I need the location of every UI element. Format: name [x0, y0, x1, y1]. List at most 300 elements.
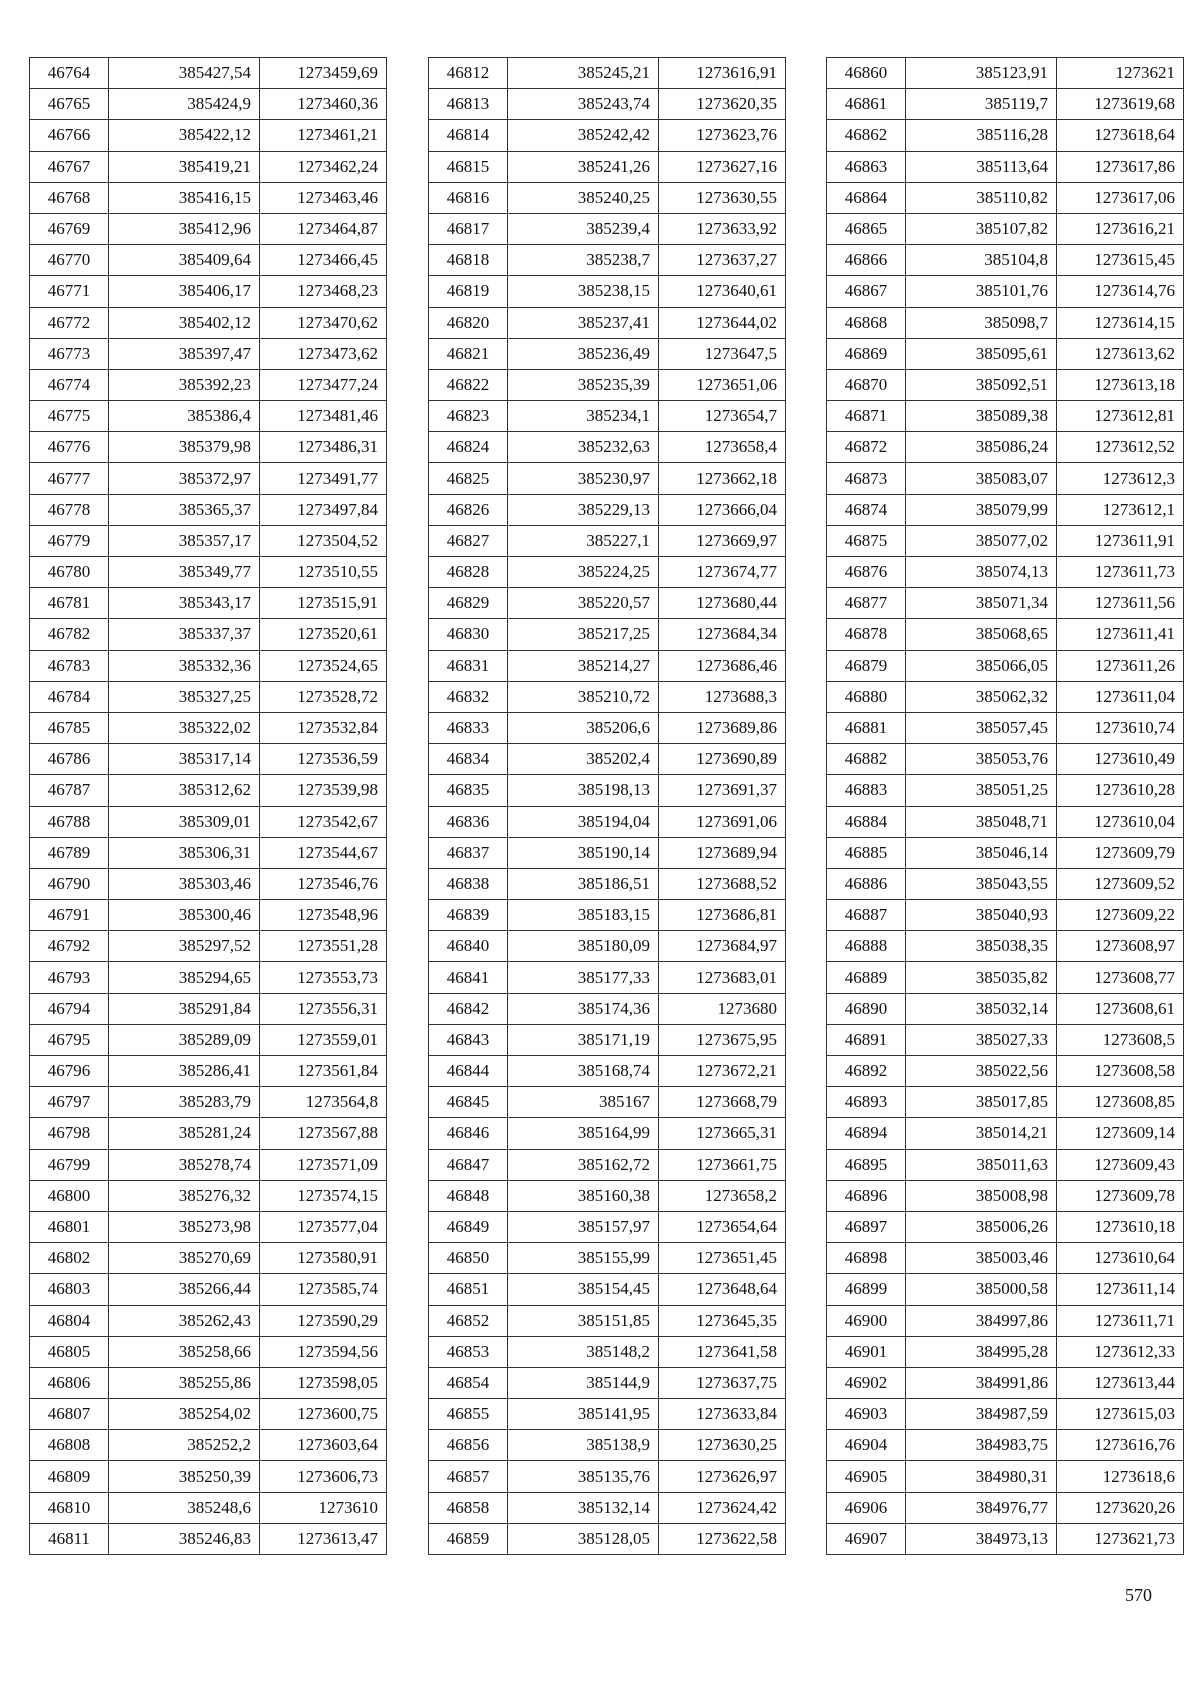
- table-row: [827, 1243, 1184, 1274]
- point-id-cell: 46799: [30, 1149, 109, 1180]
- table-row: [30, 276, 387, 307]
- table-row: [827, 1430, 1184, 1461]
- point-id-cell: 46841: [429, 962, 508, 993]
- point-id-cell: 46864: [827, 182, 906, 213]
- point-id-cell: 46807: [30, 1399, 109, 1430]
- y-coordinate-cell: 1273610,04: [1057, 806, 1184, 837]
- x-coordinate-cell: 385186,51: [508, 868, 659, 899]
- y-coordinate-cell: 1273524,65: [260, 650, 387, 681]
- y-coordinate-cell: 1273532,84: [260, 712, 387, 743]
- point-id-cell: 46782: [30, 619, 109, 650]
- y-coordinate-cell: 1273658,4: [659, 432, 786, 463]
- point-id-cell: 46818: [429, 245, 508, 276]
- y-coordinate-cell: 1273621,73: [1057, 1523, 1184, 1554]
- x-coordinate-cell: 385011,63: [906, 1149, 1057, 1180]
- x-coordinate-cell: 385035,82: [906, 962, 1057, 993]
- x-coordinate-cell: 385113,64: [906, 151, 1057, 182]
- x-coordinate-cell: 385057,45: [906, 712, 1057, 743]
- table-row: [429, 1367, 786, 1398]
- point-id-cell: 46801: [30, 1211, 109, 1242]
- x-coordinate-cell: 385135,76: [508, 1461, 659, 1492]
- table-row: [30, 681, 387, 712]
- point-id-cell: 46871: [827, 401, 906, 432]
- y-coordinate-cell: 1273612,81: [1057, 401, 1184, 432]
- x-coordinate-cell: 385343,17: [109, 588, 260, 619]
- table-row: [429, 1118, 786, 1149]
- table-row: [827, 1305, 1184, 1336]
- y-coordinate-cell: 1273459,69: [260, 58, 387, 89]
- table-row: [30, 712, 387, 743]
- x-coordinate-cell: 385236,49: [508, 338, 659, 369]
- y-coordinate-cell: 1273477,24: [260, 369, 387, 400]
- point-id-cell: 46789: [30, 837, 109, 868]
- y-coordinate-cell: 1273610,74: [1057, 712, 1184, 743]
- point-id-cell: 46830: [429, 619, 508, 650]
- x-coordinate-cell: 385098,7: [906, 307, 1057, 338]
- y-coordinate-cell: 1273608,85: [1057, 1087, 1184, 1118]
- x-coordinate-cell: 384987,59: [906, 1399, 1057, 1430]
- y-coordinate-cell: 1273666,04: [659, 494, 786, 525]
- x-coordinate-cell: 385283,79: [109, 1087, 260, 1118]
- table-row: [429, 338, 786, 369]
- point-id-cell: 46890: [827, 993, 906, 1024]
- table-row: [827, 993, 1184, 1024]
- x-coordinate-cell: 385245,21: [508, 58, 659, 89]
- y-coordinate-cell: 1273680,44: [659, 588, 786, 619]
- table-row: [30, 245, 387, 276]
- table-row: [827, 276, 1184, 307]
- x-coordinate-cell: 385138,9: [508, 1430, 659, 1461]
- x-coordinate-cell: 385116,28: [906, 120, 1057, 151]
- x-coordinate-cell: 385183,15: [508, 900, 659, 931]
- x-coordinate-cell: 385132,14: [508, 1492, 659, 1523]
- table-row: [30, 401, 387, 432]
- x-coordinate-cell: 385168,74: [508, 1056, 659, 1087]
- table-row: [827, 401, 1184, 432]
- x-coordinate-cell: 384976,77: [906, 1492, 1057, 1523]
- point-id-cell: 46770: [30, 245, 109, 276]
- x-coordinate-cell: 385141,95: [508, 1399, 659, 1430]
- point-id-cell: 46812: [429, 58, 508, 89]
- y-coordinate-cell: 1273571,09: [260, 1149, 387, 1180]
- x-coordinate-cell: 385276,32: [109, 1180, 260, 1211]
- point-id-cell: 46806: [30, 1367, 109, 1398]
- table-row: [30, 1056, 387, 1087]
- table-row: [827, 868, 1184, 899]
- point-id-cell: 46828: [429, 557, 508, 588]
- point-id-cell: 46816: [429, 182, 508, 213]
- y-coordinate-cell: 1273630,25: [659, 1430, 786, 1461]
- point-id-cell: 46795: [30, 1024, 109, 1055]
- table-row: [429, 1461, 786, 1492]
- table-row: [429, 1243, 786, 1274]
- x-coordinate-cell: 385397,47: [109, 338, 260, 369]
- y-coordinate-cell: 1273515,91: [260, 588, 387, 619]
- table-row: [429, 744, 786, 775]
- y-coordinate-cell: 1273633,84: [659, 1399, 786, 1430]
- table-row: [827, 213, 1184, 244]
- point-id-cell: 46797: [30, 1087, 109, 1118]
- y-coordinate-cell: 1273615,03: [1057, 1399, 1184, 1430]
- x-coordinate-cell: 385424,9: [109, 89, 260, 120]
- y-coordinate-cell: 1273609,79: [1057, 837, 1184, 868]
- y-coordinate-cell: 1273481,46: [260, 401, 387, 432]
- y-coordinate-cell: 1273644,02: [659, 307, 786, 338]
- x-coordinate-cell: 385224,25: [508, 557, 659, 588]
- y-coordinate-cell: 1273473,62: [260, 338, 387, 369]
- x-coordinate-cell: 384991,86: [906, 1367, 1057, 1398]
- table-row: [827, 1087, 1184, 1118]
- point-id-cell: 46835: [429, 775, 508, 806]
- table-row: [30, 338, 387, 369]
- table-row: [429, 401, 786, 432]
- point-id-cell: 46817: [429, 213, 508, 244]
- table-row: [429, 993, 786, 1024]
- point-id-cell: 46876: [827, 557, 906, 588]
- point-id-cell: 46796: [30, 1056, 109, 1087]
- y-coordinate-cell: 1273611,04: [1057, 681, 1184, 712]
- y-coordinate-cell: 1273609,78: [1057, 1180, 1184, 1211]
- table-row: [827, 120, 1184, 151]
- y-coordinate-cell: 1273651,06: [659, 369, 786, 400]
- x-coordinate-cell: 385104,8: [906, 245, 1057, 276]
- x-coordinate-cell: 385206,6: [508, 712, 659, 743]
- point-id-cell: 46764: [30, 58, 109, 89]
- y-coordinate-cell: 1273689,94: [659, 837, 786, 868]
- y-coordinate-cell: 1273609,43: [1057, 1149, 1184, 1180]
- x-coordinate-cell: 385220,57: [508, 588, 659, 619]
- table-row: [429, 806, 786, 837]
- y-coordinate-cell: 1273637,75: [659, 1367, 786, 1398]
- x-coordinate-cell: 385107,82: [906, 213, 1057, 244]
- point-id-cell: 46838: [429, 868, 508, 899]
- y-coordinate-cell: 1273497,84: [260, 494, 387, 525]
- x-coordinate-cell: 385416,15: [109, 182, 260, 213]
- point-id-cell: 46767: [30, 151, 109, 182]
- table-row: [30, 1461, 387, 1492]
- table-row: [429, 58, 786, 89]
- y-coordinate-cell: 1273567,88: [260, 1118, 387, 1149]
- point-id-cell: 46814: [429, 120, 508, 151]
- x-coordinate-cell: 384983,75: [906, 1430, 1057, 1461]
- x-coordinate-cell: 385239,4: [508, 213, 659, 244]
- table-row: [429, 1149, 786, 1180]
- table-row: [429, 1336, 786, 1367]
- x-coordinate-cell: 385154,45: [508, 1274, 659, 1305]
- point-id-cell: 46791: [30, 900, 109, 931]
- table-row: [827, 1336, 1184, 1367]
- table-row: [30, 993, 387, 1024]
- y-coordinate-cell: 1273594,56: [260, 1336, 387, 1367]
- point-id-cell: 46821: [429, 338, 508, 369]
- x-coordinate-cell: 385289,09: [109, 1024, 260, 1055]
- point-id-cell: 46810: [30, 1492, 109, 1523]
- table-row: [827, 58, 1184, 89]
- y-coordinate-cell: 1273641,58: [659, 1336, 786, 1367]
- y-coordinate-cell: 1273686,81: [659, 900, 786, 931]
- point-id-cell: 46904: [827, 1430, 906, 1461]
- x-coordinate-cell: 385110,82: [906, 182, 1057, 213]
- x-coordinate-cell: 384973,13: [906, 1523, 1057, 1554]
- x-coordinate-cell: 385032,14: [906, 993, 1057, 1024]
- y-coordinate-cell: 1273561,84: [260, 1056, 387, 1087]
- point-id-cell: 46896: [827, 1180, 906, 1211]
- x-coordinate-cell: 385014,21: [906, 1118, 1057, 1149]
- x-coordinate-cell: 384980,31: [906, 1461, 1057, 1492]
- y-coordinate-cell: 1273611,41: [1057, 619, 1184, 650]
- point-id-cell: 46857: [429, 1461, 508, 1492]
- y-coordinate-cell: 1273600,75: [260, 1399, 387, 1430]
- x-coordinate-cell: 385246,83: [109, 1523, 260, 1554]
- point-id-cell: 46826: [429, 494, 508, 525]
- x-coordinate-cell: 385151,85: [508, 1305, 659, 1336]
- y-coordinate-cell: 1273691,37: [659, 775, 786, 806]
- x-coordinate-cell: 385217,25: [508, 619, 659, 650]
- x-coordinate-cell: 385048,71: [906, 806, 1057, 837]
- point-id-cell: 46877: [827, 588, 906, 619]
- table-row: [429, 681, 786, 712]
- table-row: [827, 1180, 1184, 1211]
- table-row: [429, 1399, 786, 1430]
- y-coordinate-cell: 1273468,23: [260, 276, 387, 307]
- point-id-cell: 46781: [30, 588, 109, 619]
- point-id-cell: 46831: [429, 650, 508, 681]
- y-coordinate-cell: 1273661,75: [659, 1149, 786, 1180]
- x-coordinate-cell: 385235,39: [508, 369, 659, 400]
- x-coordinate-cell: 385062,32: [906, 681, 1057, 712]
- y-coordinate-cell: 1273610: [260, 1492, 387, 1523]
- point-id-cell: 46906: [827, 1492, 906, 1523]
- table-row: [30, 1492, 387, 1523]
- x-coordinate-cell: 385254,02: [109, 1399, 260, 1430]
- x-coordinate-cell: 385242,42: [508, 120, 659, 151]
- y-coordinate-cell: 1273536,59: [260, 744, 387, 775]
- x-coordinate-cell: 385286,41: [109, 1056, 260, 1087]
- point-id-cell: 46846: [429, 1118, 508, 1149]
- x-coordinate-cell: 385234,1: [508, 401, 659, 432]
- table-row: [429, 1492, 786, 1523]
- table-row: [429, 494, 786, 525]
- table-row: [429, 525, 786, 556]
- x-coordinate-cell: 385210,72: [508, 681, 659, 712]
- point-id-cell: 46883: [827, 775, 906, 806]
- coordinate-table-2: [428, 57, 786, 1555]
- y-coordinate-cell: 1273647,5: [659, 338, 786, 369]
- x-coordinate-cell: 385406,17: [109, 276, 260, 307]
- y-coordinate-cell: 1273633,92: [659, 213, 786, 244]
- point-id-cell: 46840: [429, 931, 508, 962]
- point-id-cell: 46813: [429, 89, 508, 120]
- y-coordinate-cell: 1273553,73: [260, 962, 387, 993]
- x-coordinate-cell: 385300,46: [109, 900, 260, 931]
- x-coordinate-cell: 385281,24: [109, 1118, 260, 1149]
- point-id-cell: 46852: [429, 1305, 508, 1336]
- table-row: [30, 58, 387, 89]
- point-id-cell: 46859: [429, 1523, 508, 1554]
- table-row: [30, 1336, 387, 1367]
- y-coordinate-cell: 1273615,45: [1057, 245, 1184, 276]
- point-id-cell: 46844: [429, 1056, 508, 1087]
- y-coordinate-cell: 1273665,31: [659, 1118, 786, 1149]
- x-coordinate-cell: 385148,2: [508, 1336, 659, 1367]
- y-coordinate-cell: 1273617,86: [1057, 151, 1184, 182]
- table-row: [429, 307, 786, 338]
- x-coordinate-cell: 385419,21: [109, 151, 260, 182]
- x-coordinate-cell: 385349,77: [109, 557, 260, 588]
- table-row: [30, 1243, 387, 1274]
- x-coordinate-cell: 385258,66: [109, 1336, 260, 1367]
- table-row: [827, 619, 1184, 650]
- y-coordinate-cell: 1273683,01: [659, 962, 786, 993]
- y-coordinate-cell: 1273610,28: [1057, 775, 1184, 806]
- table-row: [429, 151, 786, 182]
- y-coordinate-cell: 1273621: [1057, 58, 1184, 89]
- table-row: [30, 837, 387, 868]
- point-id-cell: 46788: [30, 806, 109, 837]
- table-row: [827, 1461, 1184, 1492]
- point-id-cell: 46854: [429, 1367, 508, 1398]
- y-coordinate-cell: 1273612,52: [1057, 432, 1184, 463]
- table-row: [429, 1180, 786, 1211]
- point-id-cell: 46886: [827, 868, 906, 899]
- y-coordinate-cell: 1273616,21: [1057, 213, 1184, 244]
- table-row: [30, 775, 387, 806]
- y-coordinate-cell: 1273504,52: [260, 525, 387, 556]
- x-coordinate-cell: 385123,91: [906, 58, 1057, 89]
- x-coordinate-cell: 385017,85: [906, 1087, 1057, 1118]
- y-coordinate-cell: 1273470,62: [260, 307, 387, 338]
- y-coordinate-cell: 1273675,95: [659, 1024, 786, 1055]
- y-coordinate-cell: 1273672,21: [659, 1056, 786, 1087]
- point-id-cell: 46870: [827, 369, 906, 400]
- y-coordinate-cell: 1273510,55: [260, 557, 387, 588]
- point-id-cell: 46798: [30, 1118, 109, 1149]
- y-coordinate-cell: 1273645,35: [659, 1305, 786, 1336]
- x-coordinate-cell: 385214,27: [508, 650, 659, 681]
- point-id-cell: 46889: [827, 962, 906, 993]
- x-coordinate-cell: 385230,97: [508, 463, 659, 494]
- table-row: [827, 900, 1184, 931]
- y-coordinate-cell: 1273609,22: [1057, 900, 1184, 931]
- y-coordinate-cell: 1273463,46: [260, 182, 387, 213]
- table-row: [827, 1523, 1184, 1554]
- y-coordinate-cell: 1273668,79: [659, 1087, 786, 1118]
- y-coordinate-cell: 1273688,52: [659, 868, 786, 899]
- table-row: [30, 1149, 387, 1180]
- point-id-cell: 46778: [30, 494, 109, 525]
- point-id-cell: 46879: [827, 650, 906, 681]
- point-id-cell: 46843: [429, 1024, 508, 1055]
- table-row: [30, 650, 387, 681]
- point-id-cell: 46790: [30, 868, 109, 899]
- point-id-cell: 46861: [827, 89, 906, 120]
- x-coordinate-cell: 385255,86: [109, 1367, 260, 1398]
- table-row: [827, 525, 1184, 556]
- table-row: [827, 432, 1184, 463]
- table-row: [30, 1430, 387, 1461]
- point-id-cell: 46863: [827, 151, 906, 182]
- table-row: [827, 744, 1184, 775]
- y-coordinate-cell: 1273609,52: [1057, 868, 1184, 899]
- table-row: [429, 650, 786, 681]
- table-row: [827, 650, 1184, 681]
- y-coordinate-cell: 1273684,97: [659, 931, 786, 962]
- table-row: [827, 182, 1184, 213]
- point-id-cell: 46880: [827, 681, 906, 712]
- table-row: [429, 120, 786, 151]
- point-id-cell: 46898: [827, 1243, 906, 1274]
- table-row: [429, 432, 786, 463]
- point-id-cell: 46773: [30, 338, 109, 369]
- table-row: [827, 1024, 1184, 1055]
- table-row: [827, 962, 1184, 993]
- x-coordinate-cell: 385232,63: [508, 432, 659, 463]
- y-coordinate-cell: 1273559,01: [260, 1024, 387, 1055]
- point-id-cell: 46768: [30, 182, 109, 213]
- y-coordinate-cell: 1273491,77: [260, 463, 387, 494]
- table-row: [827, 151, 1184, 182]
- table-row: [827, 1274, 1184, 1305]
- point-id-cell: 46784: [30, 681, 109, 712]
- x-coordinate-cell: 385003,46: [906, 1243, 1057, 1274]
- x-coordinate-cell: 385174,36: [508, 993, 659, 1024]
- point-id-cell: 46850: [429, 1243, 508, 1274]
- x-coordinate-cell: 385229,13: [508, 494, 659, 525]
- y-coordinate-cell: 1273613,47: [260, 1523, 387, 1554]
- table-row: [827, 1149, 1184, 1180]
- x-coordinate-cell: 385177,33: [508, 962, 659, 993]
- x-coordinate-cell: 385402,12: [109, 307, 260, 338]
- point-id-cell: 46847: [429, 1149, 508, 1180]
- point-id-cell: 46808: [30, 1430, 109, 1461]
- point-id-cell: 46824: [429, 432, 508, 463]
- y-coordinate-cell: 1273616,76: [1057, 1430, 1184, 1461]
- table-row: [429, 463, 786, 494]
- table-row: [30, 868, 387, 899]
- y-coordinate-cell: 1273611,26: [1057, 650, 1184, 681]
- point-id-cell: 46872: [827, 432, 906, 463]
- point-id-cell: 46771: [30, 276, 109, 307]
- table-row: [30, 1180, 387, 1211]
- y-coordinate-cell: 1273556,31: [260, 993, 387, 1024]
- y-coordinate-cell: 1273603,64: [260, 1430, 387, 1461]
- table-row: [429, 1523, 786, 1554]
- point-id-cell: 46802: [30, 1243, 109, 1274]
- y-coordinate-cell: 1273528,72: [260, 681, 387, 712]
- y-coordinate-cell: 1273654,64: [659, 1211, 786, 1242]
- x-coordinate-cell: 385092,51: [906, 369, 1057, 400]
- y-coordinate-cell: 1273611,91: [1057, 525, 1184, 556]
- table-row: [30, 307, 387, 338]
- point-id-cell: 46869: [827, 338, 906, 369]
- point-id-cell: 46809: [30, 1461, 109, 1492]
- point-id-cell: 46885: [827, 837, 906, 868]
- x-coordinate-cell: 385312,62: [109, 775, 260, 806]
- point-id-cell: 46901: [827, 1336, 906, 1367]
- y-coordinate-cell: 1273612,3: [1057, 463, 1184, 494]
- table-row: [429, 868, 786, 899]
- point-id-cell: 46905: [827, 1461, 906, 1492]
- x-coordinate-cell: 385327,25: [109, 681, 260, 712]
- table-row: [429, 369, 786, 400]
- y-coordinate-cell: 1273614,76: [1057, 276, 1184, 307]
- y-coordinate-cell: 1273658,2: [659, 1180, 786, 1211]
- x-coordinate-cell: 385322,02: [109, 712, 260, 743]
- point-id-cell: 46787: [30, 775, 109, 806]
- y-coordinate-cell: 1273460,36: [260, 89, 387, 120]
- point-id-cell: 46793: [30, 962, 109, 993]
- x-coordinate-cell: 385079,99: [906, 494, 1057, 525]
